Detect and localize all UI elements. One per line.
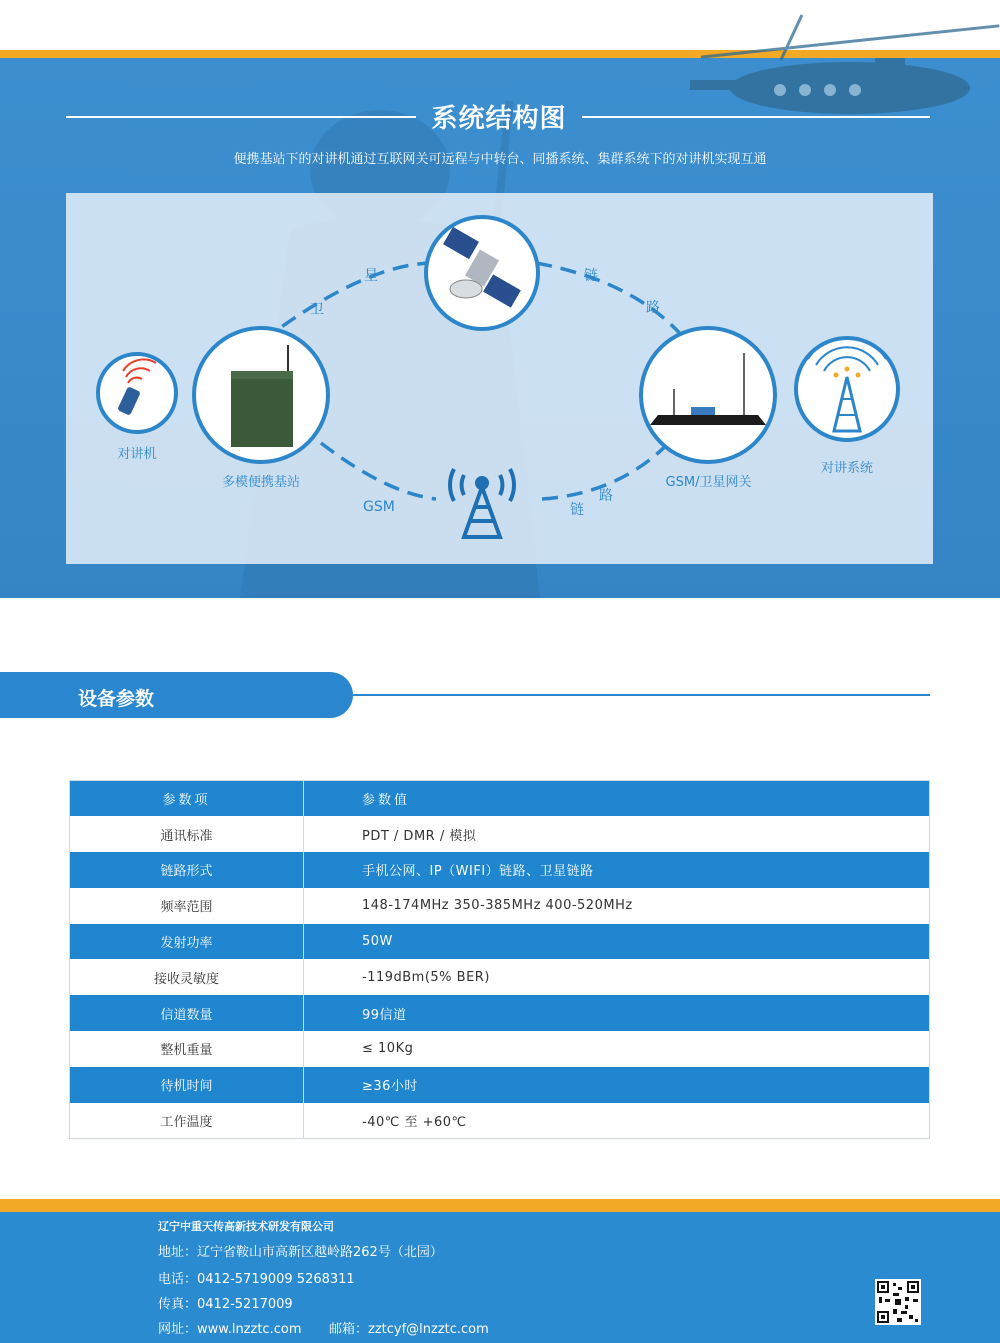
satellite-link-char: 链	[584, 268, 598, 284]
diagram-subtitle: 便携基站下的对讲机通过互联网关可远程与中转台、同播系统、集群系统下的对讲机实现互通	[233, 152, 767, 167]
footer-phone: 电话：0412-5719009 5268311	[158, 1272, 355, 1287]
qr-code-image	[875, 1279, 921, 1325]
title-rule-left	[66, 116, 416, 118]
param-name: 链路形式	[70, 852, 304, 888]
table-row	[70, 995, 930, 1031]
footer-website[interactable]: 网址：www.lnzztc.com	[158, 1322, 302, 1337]
param-value: 50W	[304, 924, 930, 960]
satellite-link-char: 星	[364, 268, 378, 284]
param-name: 信道数量	[70, 995, 304, 1031]
footer-company: 辽宁中重天传高新技术研发有限公司	[158, 1220, 334, 1233]
param-name: 通讯标准	[70, 816, 304, 852]
title-rule-right	[582, 116, 930, 118]
gsm-link-char: 路	[599, 488, 613, 504]
satellite-link-char: 路	[646, 300, 660, 316]
gateway-label: GSM/卫星网关	[665, 475, 752, 490]
param-value: 手机公网、IP（WIFI）链路、卫星链路	[304, 852, 930, 888]
param-name: 发射功率	[70, 924, 304, 960]
gsm-link-char: 链	[570, 502, 584, 518]
param-value: PDT / DMR / 模拟	[304, 816, 930, 852]
table-header-row	[70, 781, 930, 817]
params-header-bar	[0, 672, 353, 718]
gateway-node	[641, 328, 775, 462]
footer-fax: 传真：0412-5217009	[158, 1297, 293, 1312]
params-table	[69, 780, 930, 1139]
param-value: ≤ 10Kg	[304, 1031, 930, 1067]
table-row	[70, 816, 930, 852]
table-row	[70, 1103, 930, 1139]
header-value-cell: 参数值	[304, 781, 930, 817]
footer	[0, 1212, 1000, 1343]
param-name: 频率范围	[70, 888, 304, 924]
table-row	[70, 1031, 930, 1067]
param-value: ≥36小时	[304, 1067, 930, 1103]
param-name: 工作温度	[70, 1103, 304, 1139]
base-station-label: 多模便携基站	[221, 475, 300, 490]
header-name-cell: 参数项	[70, 781, 304, 817]
table-row	[70, 852, 930, 888]
hero-banner	[0, 0, 1000, 598]
table-row	[70, 959, 930, 995]
params-header-rule	[353, 694, 930, 696]
param-name: 接收灵敏度	[70, 959, 304, 995]
footer-address: 地址：辽宁省鞍山市高新区越岭路262号（北园）	[158, 1245, 443, 1260]
table-row	[70, 1067, 930, 1103]
footer-orange-bar	[0, 1199, 1000, 1212]
table-row	[70, 924, 930, 960]
diagram-title: 系统结构图	[431, 104, 567, 134]
walkie-node	[98, 354, 176, 432]
table-row	[70, 888, 930, 924]
param-name: 待机时间	[70, 1067, 304, 1103]
params-section-title: 设备参数	[78, 688, 155, 710]
param-value: 148-174MHz 350-385MHz 400-520MHz	[304, 888, 930, 924]
system-diagram	[66, 193, 933, 564]
intercom-system-label: 对讲系统	[820, 461, 873, 476]
param-value: -119dBm(5% BER)	[304, 959, 930, 995]
satellite-link-char: 卫	[310, 302, 324, 318]
helicopter-image	[640, 0, 1000, 130]
walkie-label: 对讲机	[117, 447, 157, 462]
param-name: 整机重量	[70, 1031, 304, 1067]
footer-email[interactable]: 邮箱：zztcyf@lnzztc.com	[329, 1322, 489, 1337]
cell-tower-icon	[450, 469, 514, 537]
base-station-node	[194, 328, 328, 462]
param-value: 99信道	[304, 995, 930, 1031]
satellite-node	[426, 217, 538, 329]
gsm-link-char: GSM	[363, 499, 395, 515]
intercom-system-node	[796, 337, 898, 440]
param-value: -40℃ 至 +60℃	[304, 1103, 930, 1139]
